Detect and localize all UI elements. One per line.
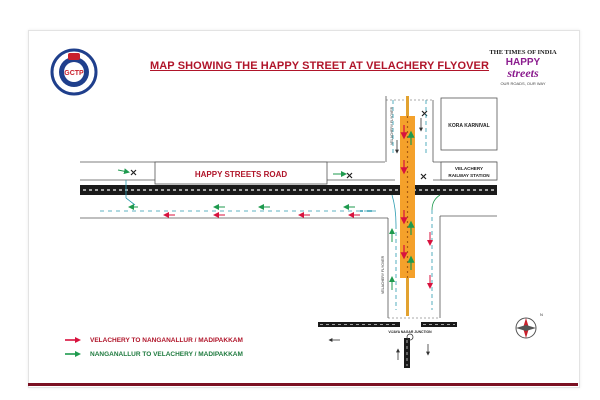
flyover-label-lower: VELACHERY FLYOVER: [381, 255, 385, 294]
legend-label-outbound: NANGANALLUR TO VELACHERY / MADIPAKKAM: [90, 350, 243, 358]
happy-streets-road-label: HAPPY STREETS ROAD: [194, 170, 288, 179]
legend-label-inbound: VELACHERY TO NANGANALLUR / MADIPAKKAM: [90, 336, 243, 344]
footer-rule: [28, 383, 578, 386]
station-label-2: RAILWAY STATION: [448, 173, 490, 178]
junction-label: VIJAYA NAGAR JUNCTION: [388, 330, 432, 334]
compass-icon: [516, 312, 543, 338]
red-arrow-icon: [64, 336, 82, 344]
legend-item-inbound: [64, 336, 243, 344]
traffic-arrows: [100, 100, 440, 310]
legend-item-outbound: [64, 350, 243, 358]
kora-karnival-label: KORA KARNIVAL: [448, 123, 490, 129]
gctp-logo-text: GCTP: [64, 70, 84, 77]
green-arrow-icon: [64, 350, 82, 358]
station-label-1: VELACHERY: [454, 166, 484, 171]
page-title: MAP SHOWING THE HAPPY STREET AT VELACHERY FLYOVER: [150, 60, 490, 72]
streets-word: streets: [507, 66, 539, 80]
svg-text:N: N: [540, 312, 543, 317]
toi-brand: THE TIMES OF INDIA: [489, 49, 557, 56]
flyover-label-upper: VELACHERY FLYOVER: [390, 106, 394, 145]
logo-tagline: OUR ROADS, OUR WAY: [500, 81, 546, 86]
happy-word: HAPPY: [505, 57, 541, 68]
